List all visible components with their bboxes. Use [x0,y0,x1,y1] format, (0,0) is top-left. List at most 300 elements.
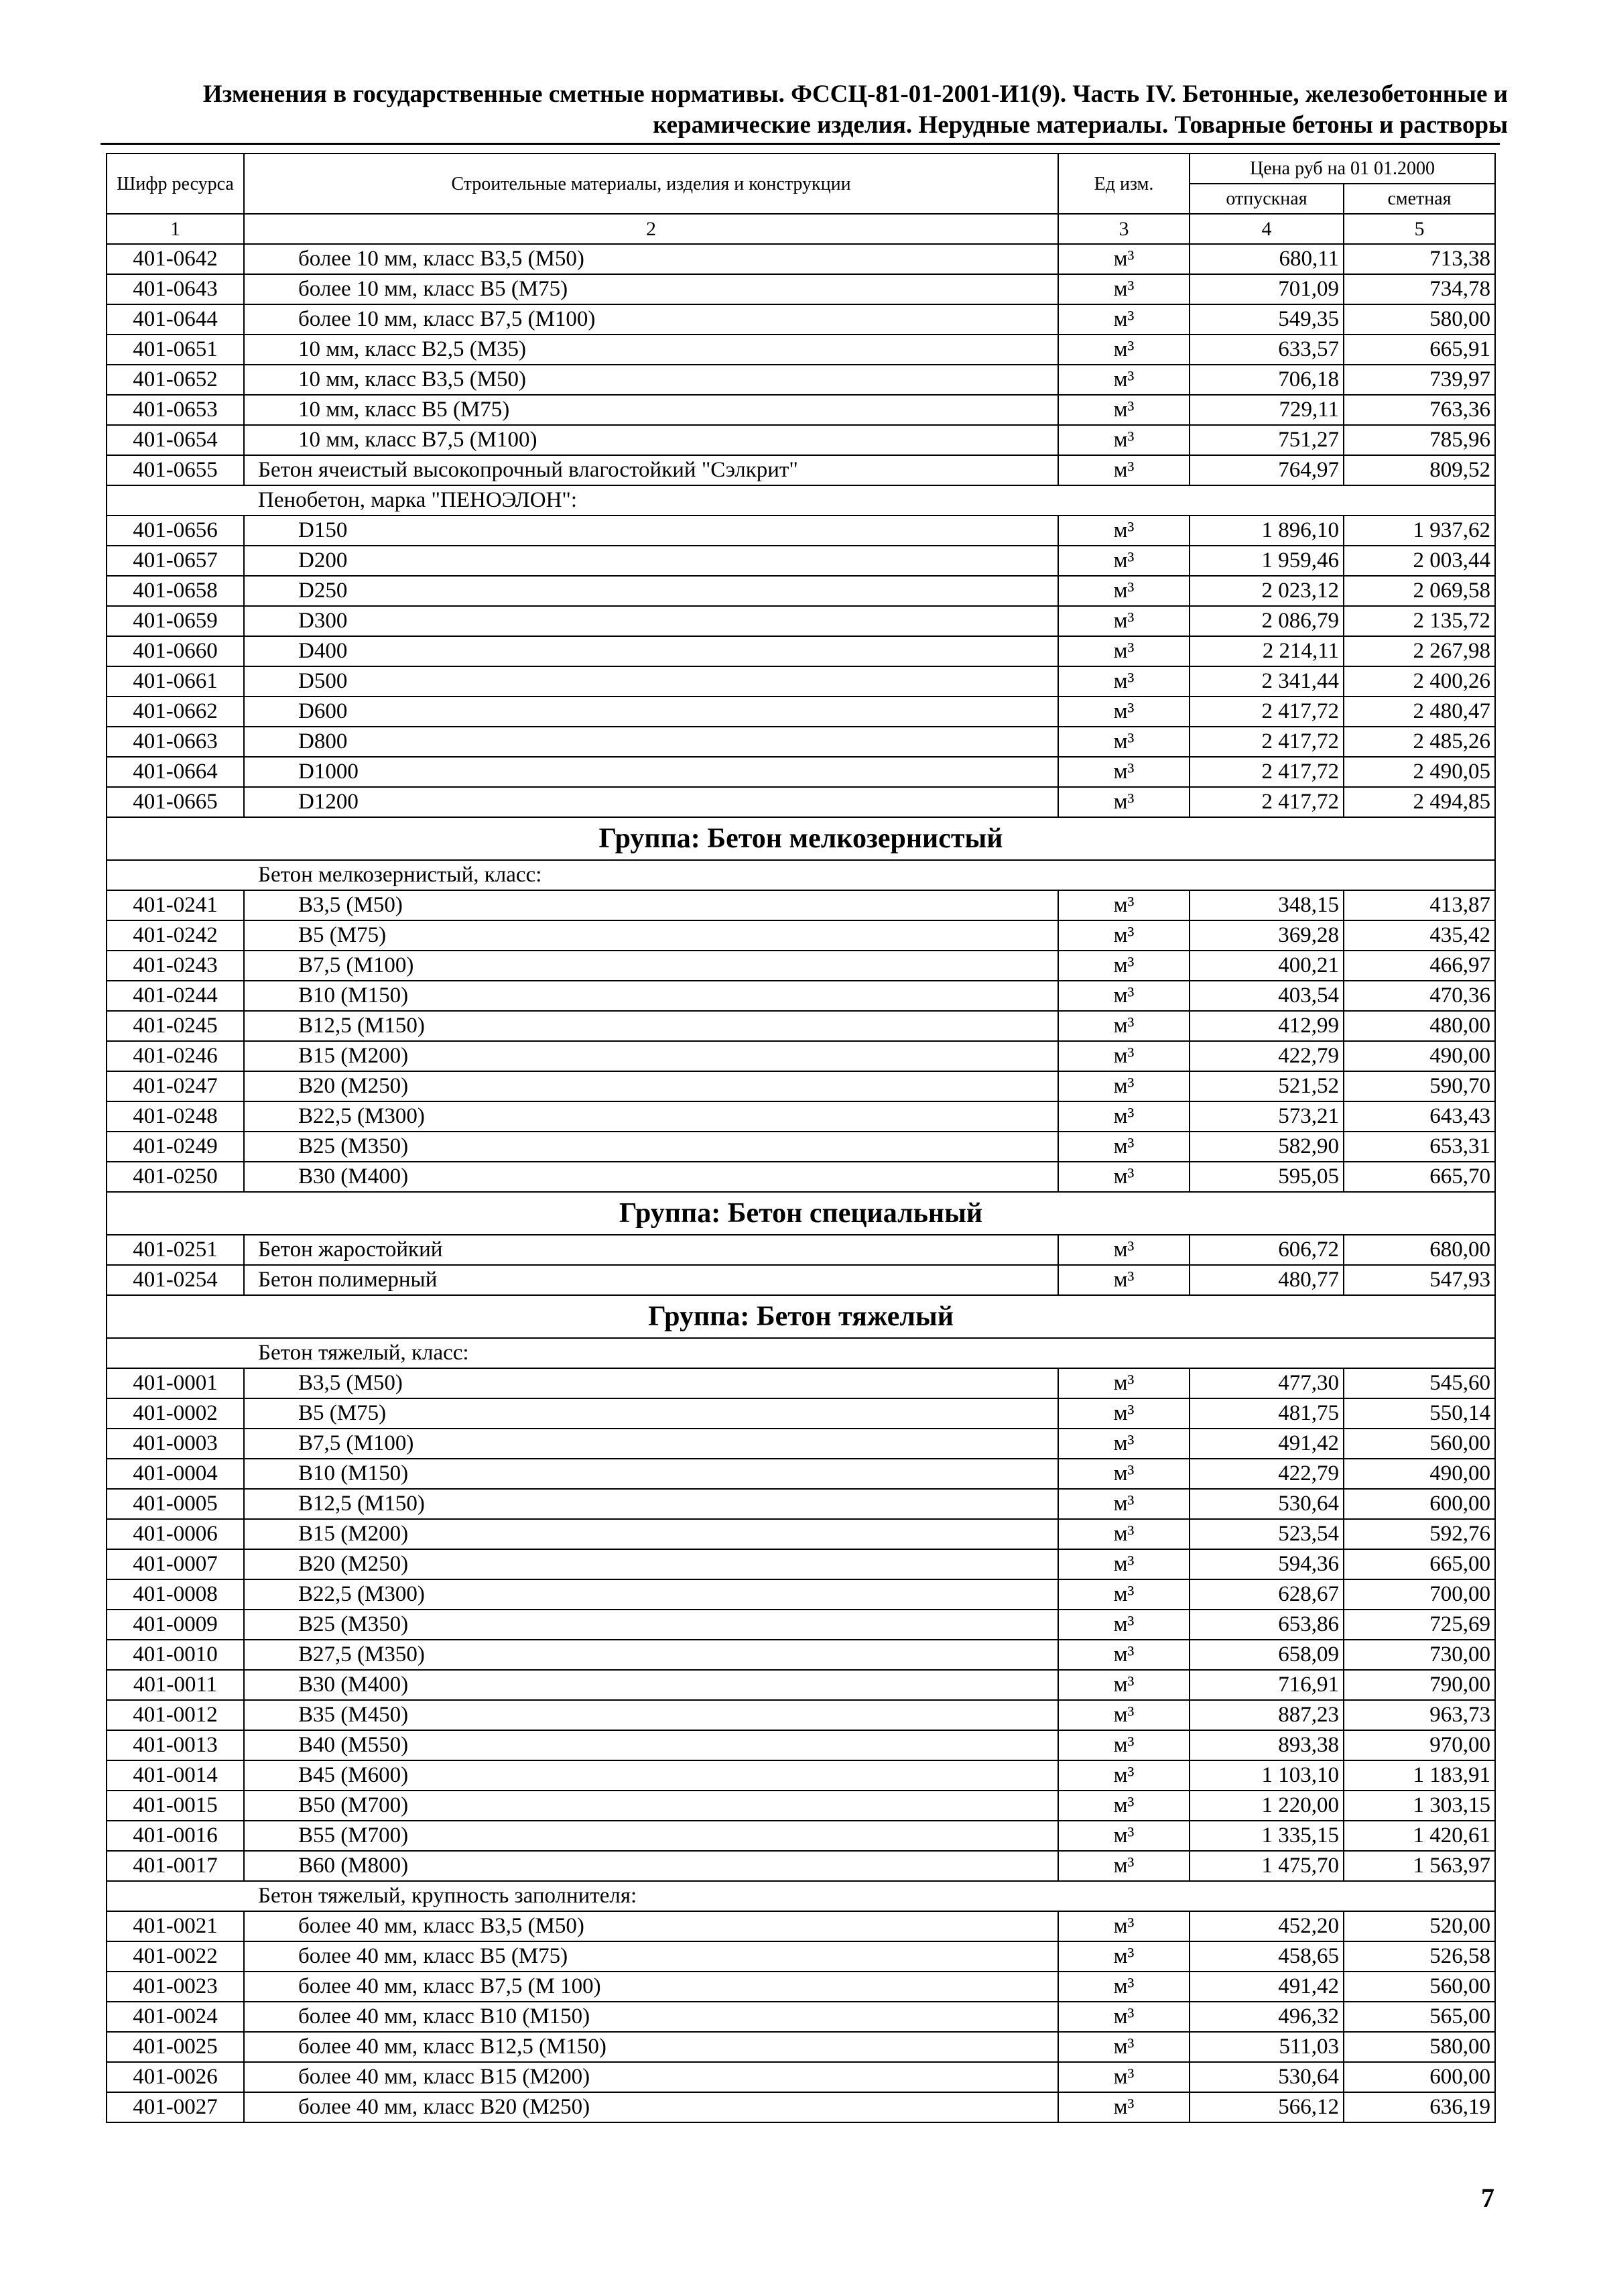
resource-code: 401-0254 [107,1265,244,1295]
unit: м³ [1058,1265,1190,1295]
unit: м³ [1058,1519,1190,1549]
col-index: 3 [1058,214,1190,244]
table-row [107,1791,1495,1821]
release-price: 887,23 [1190,1700,1344,1730]
estimate-price: 2 069,58 [1344,576,1495,606]
table-row [107,1760,1495,1791]
unit: м³ [1058,1610,1190,1640]
resource-code: 401-0248 [107,1101,244,1132]
table-row [107,1132,1495,1162]
estimate-price: 580,00 [1344,2032,1495,2062]
estimate-price: 490,00 [1344,1041,1495,1071]
col-header-price: Цена руб на 01 01.2000 [1190,154,1495,184]
material-name: более 40 мм, класс В10 (М150) [244,2002,1058,2032]
table-row [107,1265,1495,1295]
release-price: 496,32 [1190,2002,1344,2032]
resource-code: 401-0249 [107,1132,244,1162]
table-row [107,606,1495,636]
release-price: 2 341,44 [1190,666,1344,697]
resource-code: 401-0024 [107,2002,244,2032]
price-table [106,153,1496,2123]
release-price: 521,52 [1190,1071,1344,1101]
unit: м³ [1058,727,1190,757]
release-price: 680,11 [1190,244,1344,274]
unit: м³ [1058,606,1190,636]
estimate-price: 653,31 [1344,1132,1495,1162]
resource-code: 401-0642 [107,244,244,274]
group-heading-row [107,817,1495,860]
material-name: В3,5 (М50) [244,1368,1058,1398]
table-row [107,1398,1495,1429]
resource-code: 401-0655 [107,455,244,485]
table-row [107,890,1495,920]
resource-code: 401-0009 [107,1610,244,1640]
table-row [107,2002,1495,2032]
table-row [107,636,1495,666]
estimate-price: 2 003,44 [1344,546,1495,576]
material-name: D600 [244,697,1058,727]
table-row [107,335,1495,365]
table-row [107,1459,1495,1489]
unit: м³ [1058,757,1190,787]
table-row [107,1235,1495,1265]
col-header-unit: Ед изм. [1058,154,1190,214]
material-name: В5 (М75) [244,920,1058,951]
release-price: 764,97 [1190,455,1344,485]
resource-code: 401-0243 [107,951,244,981]
unit: м³ [1058,1911,1190,1941]
material-name: В10 (М150) [244,981,1058,1011]
material-name: D150 [244,516,1058,546]
resource-code: 401-0659 [107,606,244,636]
estimate-price: 547,93 [1344,1265,1495,1295]
resource-code: 401-0003 [107,1429,244,1459]
material-name: В12,5 (М150) [244,1489,1058,1519]
resource-code: 401-0660 [107,636,244,666]
group-heading: Группа: Бетон тяжелый [107,1295,1495,1338]
unit: м³ [1058,2062,1190,2092]
release-price: 412,99 [1190,1011,1344,1041]
release-price: 2 023,12 [1190,576,1344,606]
table-row [107,666,1495,697]
estimate-price: 470,36 [1344,981,1495,1011]
material-name: В7,5 (М100) [244,951,1058,981]
unit: м³ [1058,546,1190,576]
table-row [107,727,1495,757]
release-price: 549,35 [1190,304,1344,335]
subheading-row [107,1881,1495,1911]
col-header-name: Строительные материалы, изделия и конструкции [244,154,1058,214]
unit: м³ [1058,244,1190,274]
resource-code: 401-0661 [107,666,244,697]
release-price: 716,91 [1190,1670,1344,1700]
material-name: более 10 мм, класс В7,5 (М100) [244,304,1058,335]
unit: м³ [1058,1821,1190,1851]
material-name: D1000 [244,757,1058,787]
col-index: 4 [1190,214,1344,244]
release-price: 403,54 [1190,981,1344,1011]
release-price: 1 335,15 [1190,1821,1344,1851]
resource-code: 401-0002 [107,1398,244,1429]
estimate-price: 680,00 [1344,1235,1495,1265]
unit: м³ [1058,787,1190,817]
release-price: 1 220,00 [1190,1791,1344,1821]
release-price: 348,15 [1190,890,1344,920]
material-name: D500 [244,666,1058,697]
unit: м³ [1058,1972,1190,2002]
unit: м³ [1058,2032,1190,2062]
subheading: Пенобетон, марка "ПЕНОЭЛОН": [107,485,1495,516]
table-row [107,1368,1495,1398]
material-name: В22,5 (М300) [244,1101,1058,1132]
table-row [107,1851,1495,1881]
resource-code: 401-0007 [107,1549,244,1579]
material-name: Бетон полимерный [244,1265,1058,1295]
material-name: более 40 мм, класс В20 (М250) [244,2092,1058,2122]
estimate-price: 2 480,47 [1344,697,1495,727]
resource-code: 401-0023 [107,1972,244,2002]
unit: м³ [1058,274,1190,304]
resource-code: 401-0013 [107,1730,244,1760]
estimate-price: 2 485,26 [1344,727,1495,757]
estimate-price: 1 420,61 [1344,1821,1495,1851]
release-price: 523,54 [1190,1519,1344,1549]
estimate-price: 970,00 [1344,1730,1495,1760]
table-row [107,2032,1495,2062]
material-name: В30 (М400) [244,1162,1058,1192]
resource-code: 401-0010 [107,1640,244,1670]
material-name: В20 (М250) [244,1071,1058,1101]
resource-code: 401-0652 [107,365,244,395]
resource-code: 401-0663 [107,727,244,757]
estimate-price: 2 135,72 [1344,606,1495,636]
release-price: 594,36 [1190,1549,1344,1579]
material-name: В55 (М700) [244,1821,1058,1851]
resource-code: 401-0006 [107,1519,244,1549]
estimate-price: 713,38 [1344,244,1495,274]
resource-code: 401-0026 [107,2062,244,2092]
table-row [107,1162,1495,1192]
table-row [107,1640,1495,1670]
page-number: 7 [1481,2183,1494,2213]
estimate-price: 2 494,85 [1344,787,1495,817]
resource-code: 401-0012 [107,1700,244,1730]
resource-code: 401-0662 [107,697,244,727]
release-price: 2 417,72 [1190,727,1344,757]
unit: м³ [1058,981,1190,1011]
release-price: 1 475,70 [1190,1851,1344,1881]
table-row [107,576,1495,606]
release-price: 480,77 [1190,1265,1344,1295]
material-name: более 40 мм, класс В15 (М200) [244,2062,1058,2092]
release-price: 893,38 [1190,1730,1344,1760]
release-price: 582,90 [1190,1132,1344,1162]
table-row [107,920,1495,951]
release-price: 633,57 [1190,335,1344,365]
subheading-row [107,485,1495,516]
release-price: 1 959,46 [1190,546,1344,576]
estimate-price: 809,52 [1344,455,1495,485]
material-name: более 40 мм, класс В7,5 (М 100) [244,1972,1058,2002]
release-price: 422,79 [1190,1041,1344,1071]
header-line-1: Изменения в государственные сметные нормативы. ФССЦ-81-01-2001-И1(9). Часть IV. Бетонные, железобетонные и [202,80,1508,108]
material-name: D250 [244,576,1058,606]
estimate-price: 435,42 [1344,920,1495,951]
release-price: 1 896,10 [1190,516,1344,546]
release-price: 566,12 [1190,2092,1344,2122]
unit: м³ [1058,1670,1190,1700]
estimate-price: 580,00 [1344,304,1495,335]
unit: м³ [1058,697,1190,727]
resource-code: 401-0022 [107,1941,244,1972]
col-index: 5 [1344,214,1495,244]
release-price: 452,20 [1190,1911,1344,1941]
unit: м³ [1058,1941,1190,1972]
subheading: Бетон мелкозернистый, класс: [107,860,1495,890]
material-name: D200 [244,546,1058,576]
unit: м³ [1058,636,1190,666]
estimate-price: 592,76 [1344,1519,1495,1549]
estimate-price: 2 267,98 [1344,636,1495,666]
release-price: 369,28 [1190,920,1344,951]
estimate-price: 665,91 [1344,335,1495,365]
estimate-price: 734,78 [1344,274,1495,304]
release-price: 2 214,11 [1190,636,1344,666]
unit: м³ [1058,304,1190,335]
estimate-price: 1 303,15 [1344,1791,1495,1821]
estimate-price: 490,00 [1344,1459,1495,1489]
material-name: В35 (М450) [244,1700,1058,1730]
material-name: В40 (М550) [244,1730,1058,1760]
unit: м³ [1058,455,1190,485]
material-name: Бетон жаростойкий [244,1235,1058,1265]
release-price: 530,64 [1190,2062,1344,2092]
table-row [107,1519,1495,1549]
resource-code: 401-0244 [107,981,244,1011]
header-line-2: керамические изделия. Нерудные материалы. Товарные бетоны и растворы [653,111,1508,139]
release-price: 491,42 [1190,1972,1344,2002]
unit: м³ [1058,2092,1190,2122]
table-row [107,1730,1495,1760]
table-row [107,1011,1495,1041]
material-name: В3,5 (М50) [244,890,1058,920]
material-name: 10 мм, класс В5 (М75) [244,395,1058,425]
material-name: В5 (М75) [244,1398,1058,1429]
material-name: В25 (М350) [244,1610,1058,1640]
release-price: 481,75 [1190,1398,1344,1429]
unit: м³ [1058,1730,1190,1760]
estimate-price: 526,58 [1344,1941,1495,1972]
resource-code: 401-0251 [107,1235,244,1265]
estimate-price: 665,70 [1344,1162,1495,1192]
estimate-price: 520,00 [1344,1911,1495,1941]
estimate-price: 725,69 [1344,1610,1495,1640]
subheading-row [107,860,1495,890]
material-name: более 10 мм, класс В3,5 (М50) [244,244,1058,274]
material-name: В22,5 (М300) [244,1579,1058,1610]
table-row [107,1579,1495,1610]
estimate-price: 739,97 [1344,365,1495,395]
group-heading-row [107,1192,1495,1235]
subheading-row [107,1338,1495,1368]
release-price: 751,27 [1190,425,1344,455]
resource-code: 401-0643 [107,274,244,304]
resource-code: 401-0246 [107,1041,244,1071]
subheading: Бетон тяжелый, класс: [107,1338,1495,1368]
release-price: 491,42 [1190,1429,1344,1459]
resource-code: 401-0008 [107,1579,244,1610]
estimate-price: 2 400,26 [1344,666,1495,697]
unit: м³ [1058,395,1190,425]
resource-code: 401-0005 [107,1489,244,1519]
release-price: 573,21 [1190,1101,1344,1132]
material-name: D400 [244,636,1058,666]
unit: м³ [1058,1489,1190,1519]
release-price: 628,67 [1190,1579,1344,1610]
resource-code: 401-0241 [107,890,244,920]
release-price: 2 086,79 [1190,606,1344,636]
group-heading-row [107,1295,1495,1338]
resource-code: 401-0657 [107,546,244,576]
material-name: В60 (М800) [244,1851,1058,1881]
unit: м³ [1058,951,1190,981]
unit: м³ [1058,1041,1190,1071]
material-name: В7,5 (М100) [244,1429,1058,1459]
estimate-price: 763,36 [1344,395,1495,425]
material-name: В50 (М700) [244,1791,1058,1821]
material-name: В20 (М250) [244,1549,1058,1579]
unit: м³ [1058,890,1190,920]
unit: м³ [1058,1549,1190,1579]
estimate-price: 636,19 [1344,2092,1495,2122]
resource-code: 401-0015 [107,1791,244,1821]
unit: м³ [1058,1101,1190,1132]
estimate-price: 413,87 [1344,890,1495,920]
table-row [107,757,1495,787]
unit: м³ [1058,1760,1190,1791]
estimate-price: 1 563,97 [1344,1851,1495,1881]
material-name: В15 (М200) [244,1041,1058,1071]
release-price: 2 417,72 [1190,757,1344,787]
table-row [107,1700,1495,1730]
table-row [107,1071,1495,1101]
material-name: 10 мм, класс В3,5 (М50) [244,365,1058,395]
unit: м³ [1058,516,1190,546]
resource-code: 401-0654 [107,425,244,455]
table-body [107,244,1495,2122]
group-heading: Группа: Бетон специальный [107,1192,1495,1235]
unit: м³ [1058,335,1190,365]
material-name: D1200 [244,787,1058,817]
resource-code: 401-0242 [107,920,244,951]
release-price: 2 417,72 [1190,697,1344,727]
release-price: 653,86 [1190,1610,1344,1640]
unit: м³ [1058,1398,1190,1429]
release-price: 511,03 [1190,2032,1344,2062]
table-row [107,1489,1495,1519]
table-row [107,304,1495,335]
unit: м³ [1058,1791,1190,1821]
estimate-price: 466,97 [1344,951,1495,981]
resource-code: 401-0644 [107,304,244,335]
estimate-price: 600,00 [1344,1489,1495,1519]
material-name: более 40 мм, класс В12,5 (М150) [244,2032,1058,2062]
estimate-price: 545,60 [1344,1368,1495,1398]
release-price: 477,30 [1190,1368,1344,1398]
resource-code: 401-0658 [107,576,244,606]
table-row [107,2092,1495,2122]
unit: м³ [1058,1368,1190,1398]
resource-code: 401-0247 [107,1071,244,1101]
release-price: 458,65 [1190,1941,1344,1972]
table-row [107,425,1495,455]
table-row [107,1911,1495,1941]
col-index: 1 [107,214,244,244]
table-row [107,697,1495,727]
resource-code: 401-0245 [107,1011,244,1041]
estimate-price: 560,00 [1344,1429,1495,1459]
unit: м³ [1058,1579,1190,1610]
material-name: В45 (М600) [244,1760,1058,1791]
estimate-price: 963,73 [1344,1700,1495,1730]
estimate-price: 590,70 [1344,1071,1495,1101]
table-row [107,1821,1495,1851]
resource-code: 401-0656 [107,516,244,546]
resource-code: 401-0011 [107,1670,244,1700]
table-row [107,1041,1495,1071]
unit: м³ [1058,1132,1190,1162]
unit: м³ [1058,1851,1190,1881]
col-header-release: отпускная [1190,184,1344,214]
estimate-price: 785,96 [1344,425,1495,455]
estimate-price: 2 490,05 [1344,757,1495,787]
material-name: В27,5 (М350) [244,1640,1058,1670]
material-name: В25 (М350) [244,1132,1058,1162]
unit: м³ [1058,1429,1190,1459]
table-row [107,1610,1495,1640]
table-row [107,1429,1495,1459]
estimate-price: 730,00 [1344,1640,1495,1670]
estimate-price: 790,00 [1344,1670,1495,1700]
table-row [107,1101,1495,1132]
table-row [107,516,1495,546]
material-name: D800 [244,727,1058,757]
unit: м³ [1058,1700,1190,1730]
material-name: В15 (М200) [244,1519,1058,1549]
table-row [107,455,1495,485]
table-row [107,244,1495,274]
unit: м³ [1058,2002,1190,2032]
resource-code: 401-0014 [107,1760,244,1791]
estimate-price: 1 183,91 [1344,1760,1495,1791]
material-name: В12,5 (М150) [244,1011,1058,1041]
release-price: 729,11 [1190,395,1344,425]
table-row [107,274,1495,304]
resource-code: 401-0027 [107,2092,244,2122]
resource-code: 401-0653 [107,395,244,425]
unit: м³ [1058,1162,1190,1192]
resource-code: 401-0025 [107,2032,244,2062]
material-name: более 40 мм, класс В5 (М75) [244,1941,1058,1972]
table-row [107,1972,1495,2002]
table-row [107,1941,1495,1972]
unit: м³ [1058,425,1190,455]
resource-code: 401-0250 [107,1162,244,1192]
table-row [107,1670,1495,1700]
material-name: В10 (М150) [244,1459,1058,1489]
unit: м³ [1058,1011,1190,1041]
unit: м³ [1058,1640,1190,1670]
